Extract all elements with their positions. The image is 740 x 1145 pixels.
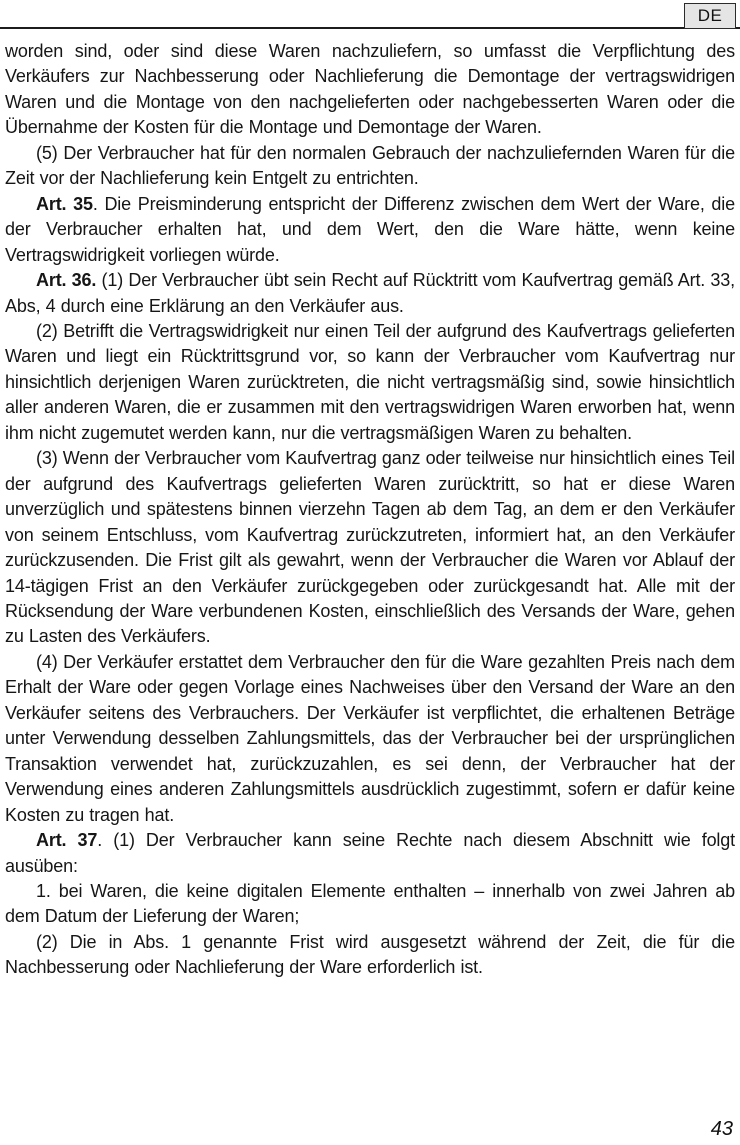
article-label: Art. 35 [36, 193, 93, 214]
article-label: Art. 36. [36, 270, 97, 291]
language-badge: DE [684, 3, 736, 29]
paragraph: (4) Der Verkäufer erstattet dem Verbraucher den für die Ware gezahlten Preis nach dem Erhalt der Ware oder gegen Vorlage eines Nachweises über den Versand der Ware an den Verkäufer seitens des Verbrauchers. Der Verkäufer ist verpflichtet, die erhaltenen Beträge unter Verwendung desselben Zahlungsmittels, das der Verbraucher bei der ursprünglichen Transaktion verwendet hat, zurückzuzahlen, es sei denn, der Verbraucher hat der Verwendung eines anderen Zahlungsmittels ausdrücklich zugestimmt, sofern er dafür keine Kosten zu tragen hat. [5, 651, 735, 825]
document-body [5, 39, 735, 981]
paragraph: Art. 36. (1) Der Verbraucher übt sein Recht auf Rücktritt vom Kaufvertrag gemäß Art. 33, Abs, 4 durch eine Erklärung an den Verkäufer aus. [5, 270, 735, 316]
paragraph: (3) Wenn der Verbraucher vom Kaufvertrag ganz oder teilweise nur hinsichtlich eines Teil der aufgrund des Kaufvertrags gelieferten Waren zurücktritt, so hat er diese Waren unverzüglich und spätestens binnen vierzehn Tagen ab dem Tag, an dem er den Verkäufer von seinem Entschluss, vom Kaufvertrag zurückzutreten, informiert hat, an den Verkäufer zurückzusenden. Die Frist gilt als gewahrt, wenn der Verbraucher die Waren vor Ablauf der 14-tägigen Frist an den Verkäufer zurückgegeben oder zurückgesandt hat. Alle mit der Rücksendung der Ware verbundenen Kosten, einschließlich des Versands der Ware, gehen zu Lasten des Verkäufers. [5, 448, 735, 647]
article-label: Art. 37 [36, 830, 98, 851]
paragraph: Art. 35. Die Preisminderung entspricht der Differenz zwischen dem Wert der Ware, die der Verbraucher erhalten hat, und dem Wert, den die Ware hätte, wenn keine Vertragswidrigkeit vorliegen würde. [5, 193, 735, 265]
header-rule [0, 27, 740, 29]
paragraph: (2) Betrifft die Vertragswidrigkeit nur einen Teil der aufgrund des Kaufvertrags gelieferten Waren und liegt ein Rücktrittsgrund vor, so kann der Verbraucher vom Kaufvertrag nur hinsichtlich derjenigen Waren zurücktreten, die nicht vertragsmäßig sind, sowie hinsichtlich aller anderen Waren, die er zusammen mit den vertragswidrigen Waren erworben hat, wenn ihm nicht zugemutet werden kann, nur die vertragsmäßigen Waren zu behalten. [5, 320, 735, 443]
paragraph: worden sind, oder sind diese Waren nachzuliefern, so umfasst die Verpflichtung des Verkäufers zur Nachbesserung oder Nachlieferung die Demontage der vertragswidrigen Waren und die Montage von den nachgelieferten oder nachgebesserten Waren oder die Übernahme der Kosten für die Montage und Demontage der Waren. [5, 41, 735, 138]
paragraph: 1. bei Waren, die keine digitalen Elemente enthalten – innerhalb von zwei Jahren ab dem Datum der Lieferung der Waren; [5, 880, 735, 927]
paragraph: (2) Die in Abs. 1 genannte Frist wird ausgesetzt während der Zeit, die für die Nachbesserung oder Nachlieferung der Ware erforderlich ist. [5, 931, 735, 978]
paragraph: Art. 37. (1) Der Verbraucher kann seine Rechte nach diesem Abschnitt wie folgt ausüben: [5, 830, 735, 876]
paragraph: (5) Der Verbraucher hat für den normalen Gebrauch der nachzuliefernden Waren für die Zeit vor der Nachlieferung kein Entgelt zu entrichten. [5, 142, 735, 189]
page-number: 43 [710, 1118, 733, 1140]
